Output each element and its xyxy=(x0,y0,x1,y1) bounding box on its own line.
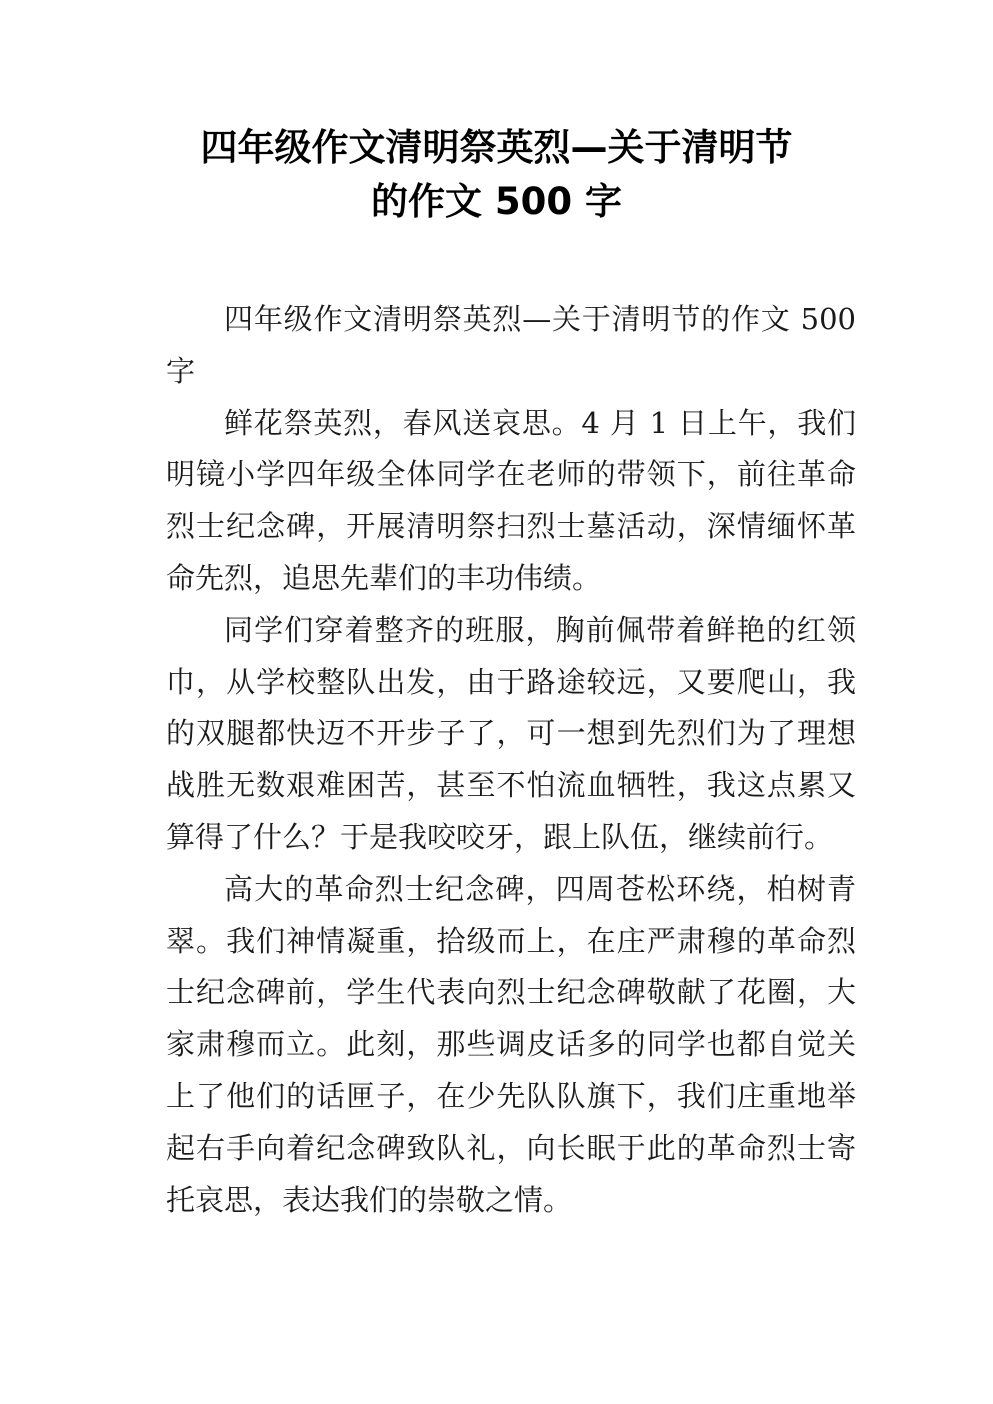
paragraph-intro: 四年级作文清明祭英烈—关于清明节的作文 500 字 xyxy=(166,302,856,388)
paragraph-3: 高大的革命烈士纪念碑，四周苍松环绕，柏树青翠。我们神情凝重，拾级而上，在庄严肃穆的革命烈士纪念碑前，学生代表向烈士纪念碑敬献了花圈，大家肃穆而立。此刻，那些调皮话多的同学也都自觉关上了他们的话匣子，在少先队队旗下，我们庄重地举起右手向着纪念碑致队礼，向长眠于此的革命烈士寄托哀思，表达我们的崇敬之情。 xyxy=(166,871,856,1217)
document-body xyxy=(166,294,856,1226)
document-title-line-1: 四年级作文清明祭英烈—关于清明节 xyxy=(200,126,793,169)
paragraph-2: 同学们穿着整齐的班服，胸前佩带着鲜艳的红领巾，从学校整队出发，由于路途较远，又要爬山，我的双腿都快迈不开步子了，可一想到先烈们为了理想战胜无数艰难困苦，甚至不怕流血牺牲，我这点累又算得了什么？于是我咬咬牙，跟上队伍，继续前行。 xyxy=(166,612,856,854)
document-title-line-2: 的作文 500 字 xyxy=(371,180,622,223)
paragraph-1: 鲜花祭英烈，春风送哀思。4 月 1 日上午，我们明镜小学四年级全体同学在老师的带领下，前往革命烈士纪念碑，开展清明祭扫烈士墓活动，深情缅怀革命先烈，追思先辈们的丰功伟绩。 xyxy=(166,405,856,595)
